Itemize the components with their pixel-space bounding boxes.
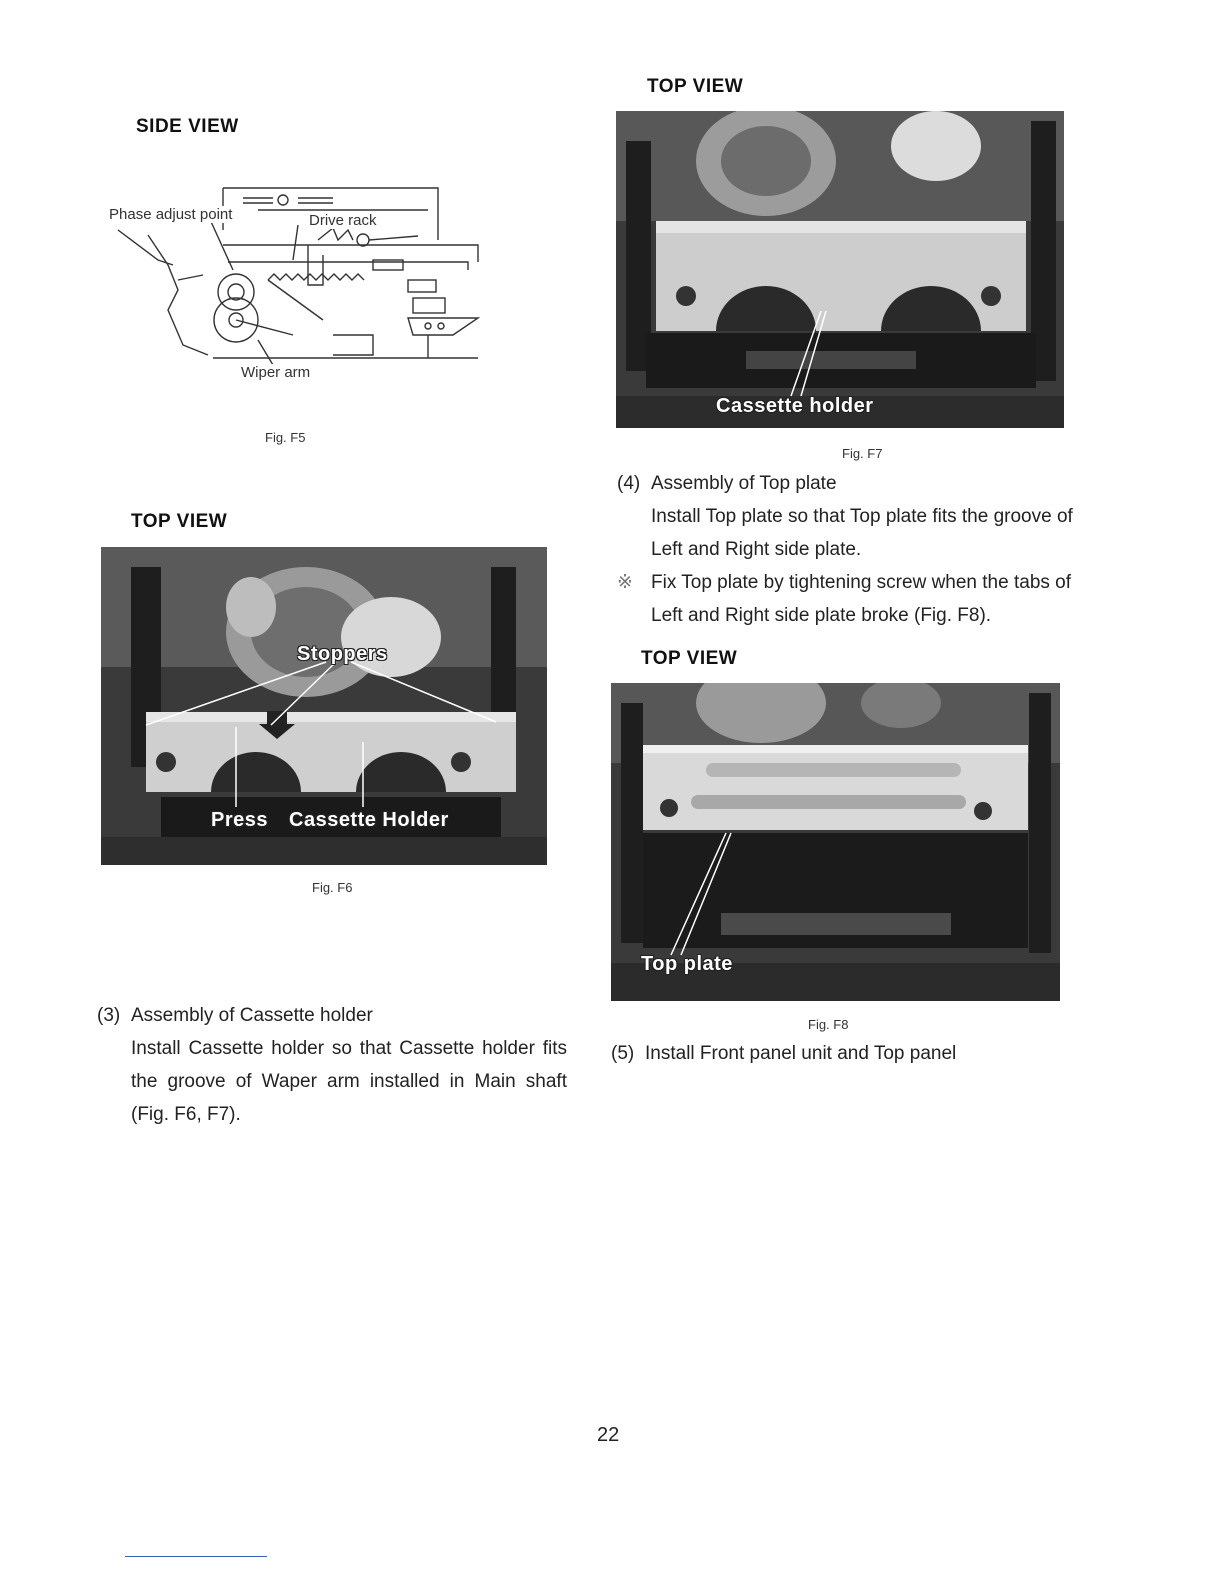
step-3	[97, 999, 567, 1131]
callout-press: Press	[211, 809, 268, 831]
fig-f6-caption: Fig. F6	[312, 880, 353, 895]
fig-f5-caption: Fig. F5	[265, 430, 306, 445]
fig-f8-heading: TOP VIEW	[641, 648, 738, 669]
label-phase-adjust-point: Phase adjust point	[109, 206, 233, 223]
step-5-title: Install Front panel unit and Top panel	[645, 1043, 957, 1064]
label-drive-rack: Drive rack	[309, 212, 377, 229]
fig-f5-heading: SIDE VIEW	[136, 116, 239, 137]
callout-cassette-holder-f7: Cassette holder	[716, 395, 874, 417]
fig-f6-photo	[101, 547, 547, 865]
fig-f7-heading: TOP VIEW	[647, 76, 744, 97]
fig-f8-caption: Fig. F8	[808, 1017, 849, 1032]
step-4-note-mark: ※	[617, 572, 633, 593]
step-5	[611, 1037, 1081, 1070]
callout-stoppers: Stoppers	[297, 643, 388, 665]
step-4-number: (4)	[617, 473, 641, 494]
step-3-title: Assembly of Cassette holder	[131, 1005, 373, 1026]
fig-f7-caption: Fig. F7	[842, 446, 883, 461]
callout-cassette-holder-f6: Cassette Holder	[289, 809, 449, 831]
side-view-diagram	[108, 170, 488, 390]
step-4-title: Assembly of Top plate	[651, 473, 837, 494]
fig-f6-heading: TOP VIEW	[131, 511, 228, 532]
footer-rule	[125, 1556, 267, 1557]
step-4-note-first: Fix Top plate by tightening screw when the tabs of Left and Right side plate broke (Fig. F8).	[651, 572, 1072, 626]
page-number: 22	[597, 1424, 620, 1446]
fig-f8-photo	[611, 683, 1060, 1001]
step-3-text: Install Cassette holder so that Cassette holder fits the groove of Waper arm installed in Main shaft (Fig. F6, F7).	[131, 1038, 567, 1125]
step-5-number: (5)	[611, 1043, 635, 1064]
fig-f7-photo	[616, 111, 1064, 428]
step-4-text: Install Top plate so that Top plate fits the groove of Left and Right side plate.	[651, 506, 1073, 560]
step-3-number: (3)	[97, 1005, 121, 1026]
callout-top-plate: Top plate	[641, 953, 733, 975]
step-4	[617, 467, 1087, 632]
label-wiper-arm: Wiper arm	[241, 364, 311, 381]
